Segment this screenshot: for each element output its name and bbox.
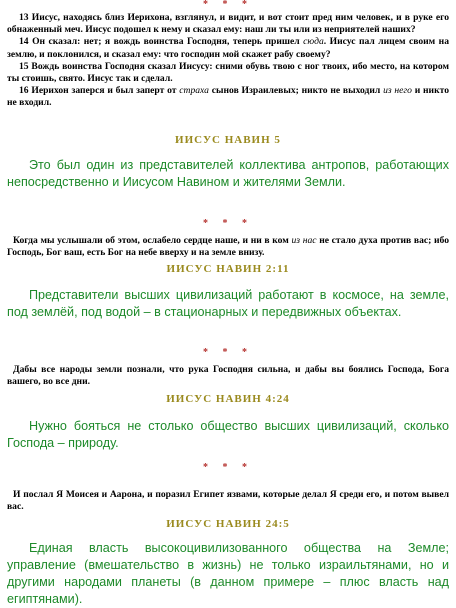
verse-text: сынов Израилевых; никто не выходил [208,85,384,97]
commentary: Представители высших цивилизаций работают в космосе, на земле, под землёй, под водой – в стационарных и передвижных объектах. [7,288,449,319]
verse-text: 15 Вождь воинства Господня сказал Иисусу: сними обувь твою с ног твоих, ибо место, на котором ты стоишь, свято. Иисус так и сделал. [7,60,449,85]
verse-14 [7,36,449,60]
verse-text: . Иисус пал лицем своим на землю, и поклонился, и сказал ему: что господин мой скажет рабу своему? [7,36,449,60]
quote-text: не стало духа против вас; ибо Господь, Бог ваш, есть Бог на небе вверху и на земле внизу. [7,235,449,259]
verse-text: 13 Иисус, находясь близ Иерихона, взглянул, и видит, и вот стоит пред ним человек, и в руке его обнаженный меч. Иисус подошел к нему и сказал ему: наш ли ты или из неприятелей наших? [7,12,449,36]
verse-italic-word: страха [179,85,209,97]
separator-stars: * * * [203,462,253,473]
scripture-quote [7,235,449,259]
verse-italic-word: сюда [303,36,324,48]
scripture-reference: ИИСУС НАВИН 5 [175,134,281,146]
scripture-reference: ИИСУС НАВИН 24:5 [166,518,290,530]
commentary: Это был один из представителей коллектива антропов, работающих непосредственно и Иисусом Навином и жителями Земли. [7,158,449,189]
verse-text: и никто не входил. [7,85,449,109]
separator-stars: * * * [203,0,253,10]
commentary: Нужно бояться не столько общество высших цивилизаций, сколько Господа – природу. [7,419,449,450]
verse-text: 16 Иерихон заперся и был заперт от [19,85,180,97]
scripture-quote [7,12,449,110]
quote-paragraph [7,235,449,259]
quote-paragraph: И послал Я Моисея и Аарона, и поразил Египет язвами, которые делал Я среди его, и потом вывел вас. [7,489,449,513]
verse-15 [7,61,449,85]
verse-13 [7,12,449,36]
verse-italic-word: из него [383,85,412,97]
verse-text: 14 Он сказал: нет; я вождь воинства Господня, теперь пришел [19,36,304,48]
scripture-quote [7,364,449,388]
scripture-reference: ИИСУС НАВИН 4:24 [166,393,290,405]
scripture-reference: ИИСУС НАВИН 2:11 [166,263,290,275]
scripture-quote [7,489,449,513]
verse-16 [7,85,449,109]
quote-text: Когда мы услышали об этом, ослабело сердце наше, и ни в ком [13,235,292,246]
separator-stars: * * * [203,218,253,229]
quote-paragraph: Дабы все народы земли познали, что рука Господня сильна, и дабы вы боялись Господа, Бога вашего, во все дни. [7,364,449,388]
commentary: Единая власть высокоцивилизованного общества на Земле; управление (вмешательство в жизнь) не только израильтянами, но и другими народами планеты (в данном примере – плюс власть над египтянами). [7,541,449,606]
separator-stars: * * * [203,347,253,358]
quote-italic-word: из нас [291,235,317,246]
